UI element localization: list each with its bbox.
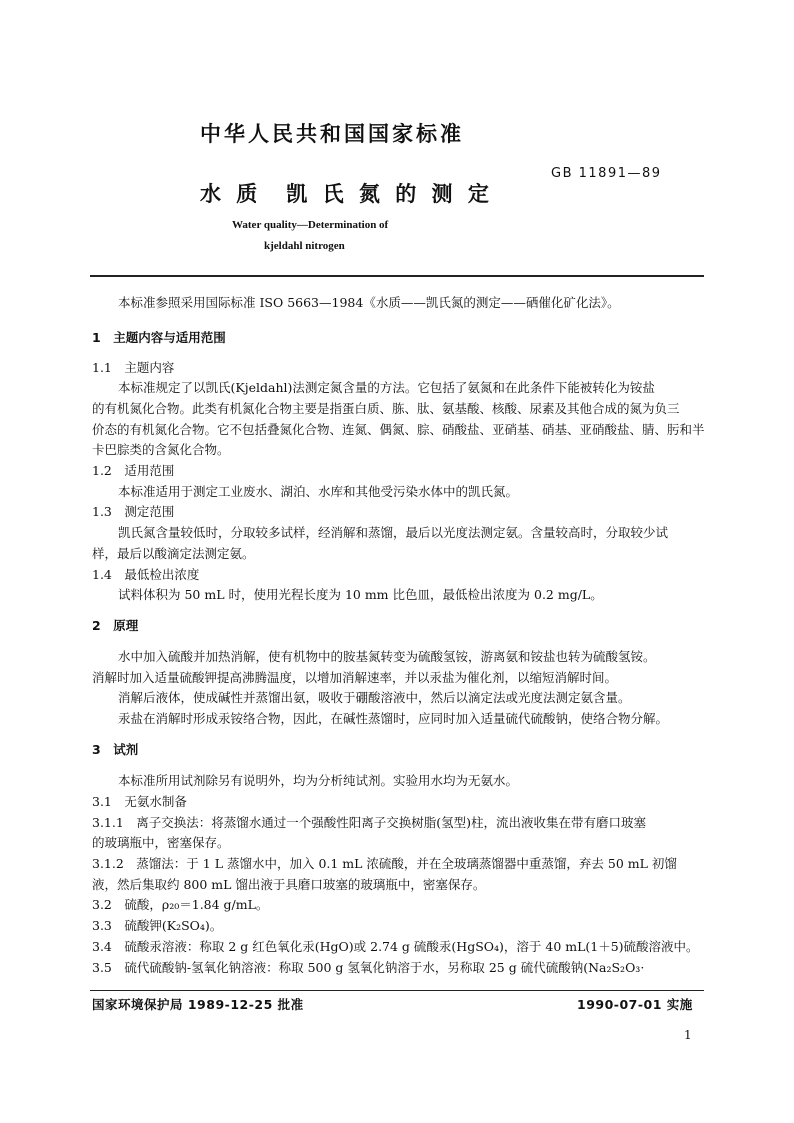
paragraph-line: 汞盐在消解时形成汞铵络合物，因此，在碱性蒸馏时，应同时加入适量硫代硫酸钠，使络合物分解。 <box>118 711 669 726</box>
org-title: 中华人民共和国国家标准 <box>200 122 464 146</box>
effective-date: 1990-07-01 实施 <box>577 997 693 1012</box>
subsection-heading: 3.1 无氨水制备 <box>92 794 187 809</box>
paragraph-line: 3.1.2 蒸馏法：于 1 L 蒸馏水中，加入 0.1 mL 浓硫酸，并在全玻璃蒸馏器中重蒸馏，弃去 50 mL 初馏 <box>92 856 677 871</box>
paragraph-line: 的有机氮化合物。此类有机氮化合物主要是指蛋白质、胨、肽、氨基酸、核酸、尿素及其他合成的氮为负三 <box>92 401 680 416</box>
paragraph-line: 试料体积为 50 mL 时，使用光程长度为 10 mm 比色皿，最低检出浓度为 0.2 mg/L。 <box>118 587 603 602</box>
intro-paragraph: 本标准参照采用国际标准 ISO 5663—1984《水质——凯氏氮的测定——硒催化矿化法》。 <box>118 295 620 310</box>
paragraph-line: 水中加入硫酸并加热消解，使有机物中的胺基氮转变为硫酸氢铵，游离氨和铵盐也转为硫酸氢铵。 <box>118 649 656 664</box>
paragraph-line: 消解后液体，使成碱性并蒸馏出氨，吸收于硼酸溶液中，然后以滴定法或光度法测定氨含量。 <box>118 690 631 705</box>
standard-number: GB 11891—89 <box>551 166 662 181</box>
subsection-heading: 1.1 主题内容 <box>92 360 175 375</box>
section-heading: 3 试剂 <box>92 742 139 757</box>
header-divider <box>90 275 704 277</box>
paragraph-line: 本标准所用试剂除另有说明外，均为分析纯试剂。实验用水均为无氨水。 <box>118 773 519 788</box>
paragraph-line: 3.1.1 离子交换法：将蒸馏水通过一个强酸性阳离子交换树脂(氢型)柱，流出液收集在带有磨口玻塞 <box>92 815 647 830</box>
document-title: 水 质 凯 氏 氮 的 测 定 <box>200 182 493 206</box>
subsection-heading: 1.3 测定范围 <box>92 504 175 519</box>
paragraph-line: 价态的有机氮化合物。它不包括叠氮化合物、连氮、偶氮、腙、硝酸盐、亚硝基、硝基、亚硝酸盐、腈、肟和半 <box>92 422 705 437</box>
subsection-heading: 1.2 适用范围 <box>92 463 175 478</box>
paragraph-line: 卡巴腙类的含氮化合物。 <box>92 442 230 457</box>
subsection-heading: 1.4 最低检出浓度 <box>92 567 200 582</box>
paragraph-line: 消解时加入适量硫酸钾提高沸腾温度，以增加消解速率，并以汞盐为催化剂，以缩短消解时间。 <box>92 670 618 685</box>
page-number: 1 <box>684 1028 692 1042</box>
paragraph-line: 3.3 硫酸钾(K₂SO₄)。 <box>92 918 223 933</box>
paragraph-line: 本标准适用于测定工业废水、湖泊、水库和其他受污染水体中的凯氏氮。 <box>118 484 519 499</box>
issuer-approval: 国家环境保护局 1989-12-25 批准 <box>92 997 304 1012</box>
footer-divider <box>90 990 704 991</box>
paragraph-line: 3.4 硫酸汞溶液：称取 2 g 红色氧化汞(HgO)或 2.74 g 硫酸汞(HgSO₄)，溶于 40 mL(1＋5)硫酸溶液中。 <box>92 939 699 954</box>
paragraph-line: 液，然后集取约 800 mL 馏出液于具磨口玻塞的玻璃瓶中，密塞保存。 <box>92 877 486 892</box>
english-title-line-1: Water quality—Determination of <box>232 219 389 231</box>
paragraph-line: 3.2 硫酸，ρ₂₀＝1.84 g/mL。 <box>92 897 269 912</box>
paragraph-line: 本标准规定了以凯氏(Kjeldahl)法测定氮含量的方法。它包括了氨氮和在此条件下能被转化为铵盐 <box>118 380 655 395</box>
section-heading: 2 原理 <box>92 618 139 633</box>
paragraph-line: 3.5 硫代硫酸钠-氢氧化钠溶液：称取 500 g 氢氧化钠溶于水，另称取 25 g 硫代硫酸钠(Na₂S₂O₃· <box>92 960 645 975</box>
paragraph-line: 的玻璃瓶中，密塞保存。 <box>92 835 230 850</box>
english-title-line-2: kjeldahl nitrogen <box>264 240 345 252</box>
paragraph-line: 样，最后以酸滴定法测定氨。 <box>92 546 255 561</box>
section-heading: 1 主题内容与适用范围 <box>92 330 226 345</box>
paragraph-line: 凯氏氮含量较低时，分取较多试样，经消解和蒸馏，最后以光度法测定氨。含量较高时，分取较少试 <box>118 525 669 540</box>
